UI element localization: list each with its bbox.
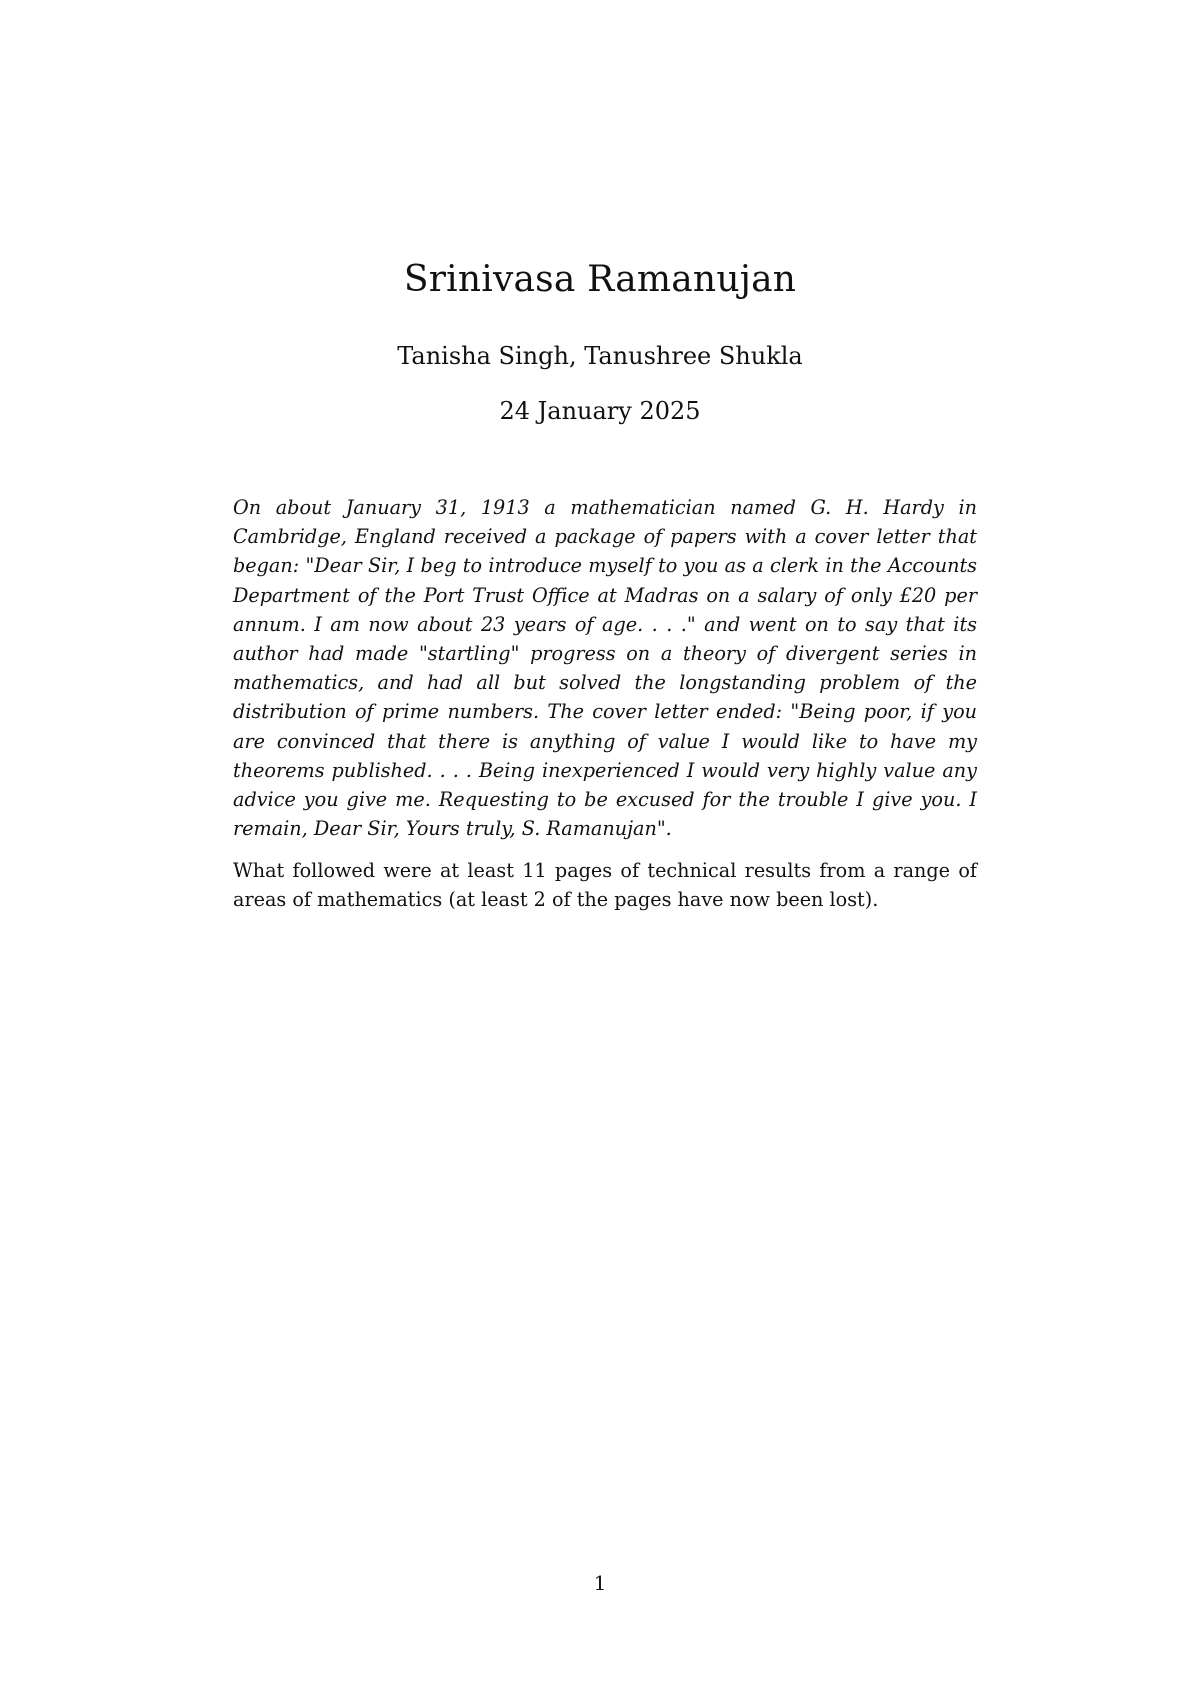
page-number: 1 [593,1571,607,1595]
document-date: 24 January 2025 [499,397,701,425]
document-authors: Tanisha Singh, Tanushree Shukla [397,342,803,370]
body-paragraph: What followed were at least 11 pages of technical results from a range of areas of mathematics (at least 2 of the pages have now been lost). [233,859,977,912]
document-title: Srinivasa Ramanujan [403,259,797,300]
abstract-paragraph: On about January 31, 1913 a mathematician named G. H. Hardy in Cambridge, England received a package of papers with a cover letter that began: "Dear Sir, I beg to introduce myself to you as a clerk in the Accounts Department of the Port Trust Office at Madras on a salary of only £20 per annum. I am now about 23 years of age. . . ." and went on to say that its author had made "startling" progress on a theory of divergent series in mathematics, and had all but solved the longstanding problem of the distribution of prime numbers. The cover letter ended: "Being poor, if you are convinced that there is anything of value I would like to have my theorems published. . . . Being inexperienced I would very highly value any advice you give me. Requesting to be excused for the trouble I give you. I remain, Dear Sir, Yours truly, S. Ramanujan". [233,496,977,841]
